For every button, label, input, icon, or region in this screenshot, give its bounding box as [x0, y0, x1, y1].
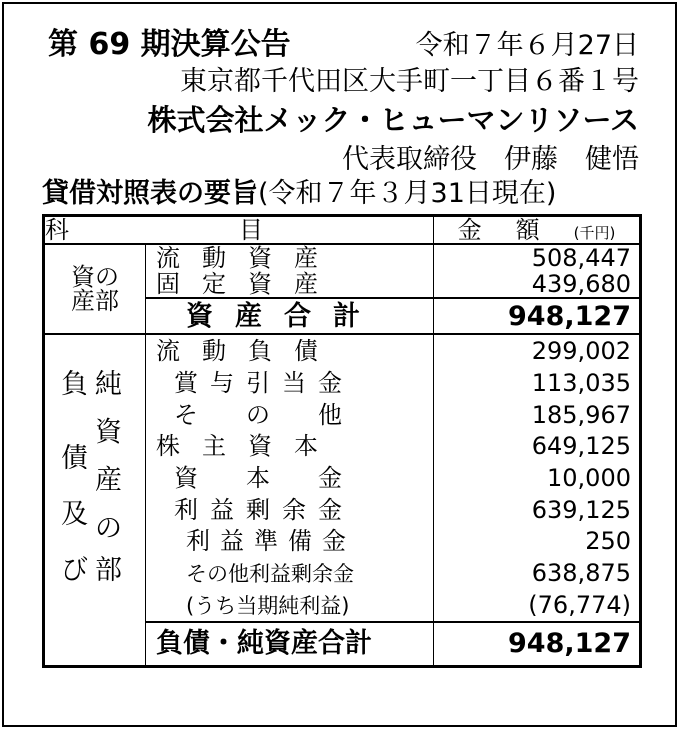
- row-label: (うち当期純利益): [186, 593, 350, 618]
- row-value: 185,967: [531, 400, 631, 429]
- row-label: 固定資産: [156, 270, 340, 298]
- row-value: 250: [585, 527, 631, 556]
- assets-total-value: 948,127: [434, 298, 641, 334]
- row-label: その他利益剰余金: [186, 562, 354, 587]
- row-label: 資本金: [174, 463, 390, 492]
- row-value: 638,875: [531, 559, 631, 588]
- balance-sheet-heading: [42, 180, 556, 207]
- row-label: 流動資産: [156, 244, 340, 272]
- row-label: 利益準備金: [186, 527, 356, 556]
- table-row: [44, 244, 641, 271]
- row-value: 439,680: [531, 270, 631, 298]
- assets-total-label: 資産合計: [186, 300, 382, 332]
- row-value: 10,000: [547, 463, 631, 492]
- row-value: 508,447: [434, 244, 641, 271]
- representative: 代表取締役 伊藤 健悟: [342, 144, 639, 175]
- company-name: 株式会社メック・ヒューマンリソース: [147, 103, 639, 137]
- liabilities-total-label: 負債・純資産合計: [156, 628, 372, 660]
- balance-sheet-title: 貸借対照表の要旨: [42, 178, 258, 209]
- notice-date: 令和７年６月27日: [415, 30, 639, 61]
- row-label: 株主資本: [156, 432, 340, 461]
- row-label: 賞与引当金: [174, 368, 354, 397]
- row-label: その他: [174, 400, 390, 429]
- row-label: 流動負債: [156, 336, 340, 365]
- assets-section-label: 資の 産部: [44, 244, 146, 334]
- company-address: 東京都千代田区大手町一丁目６番１号: [180, 66, 639, 97]
- row-label: 利益剰余金: [174, 495, 354, 524]
- liabilities-section-label: 負 純 資 債 産 及 の び 部: [44, 334, 146, 667]
- liabilities-total-value: 948,127: [434, 622, 641, 667]
- table-header: [44, 216, 641, 245]
- row-value: 639,125: [531, 495, 631, 524]
- row-value: 299,002: [434, 334, 641, 367]
- header-amount: 金額(千円): [434, 216, 641, 245]
- notice-title: 第 69 期決算公告: [48, 27, 291, 62]
- row-value: (76,774): [528, 590, 631, 619]
- header-item: 科目: [45, 216, 433, 244]
- header-unit: (千円): [573, 224, 616, 242]
- balance-sheet-table: [42, 214, 642, 668]
- row-value: 649,125: [531, 432, 631, 461]
- table-row: [44, 334, 641, 367]
- row-value: 113,035: [531, 368, 631, 397]
- balance-sheet-period: (令和７年３月31日現在): [258, 178, 557, 209]
